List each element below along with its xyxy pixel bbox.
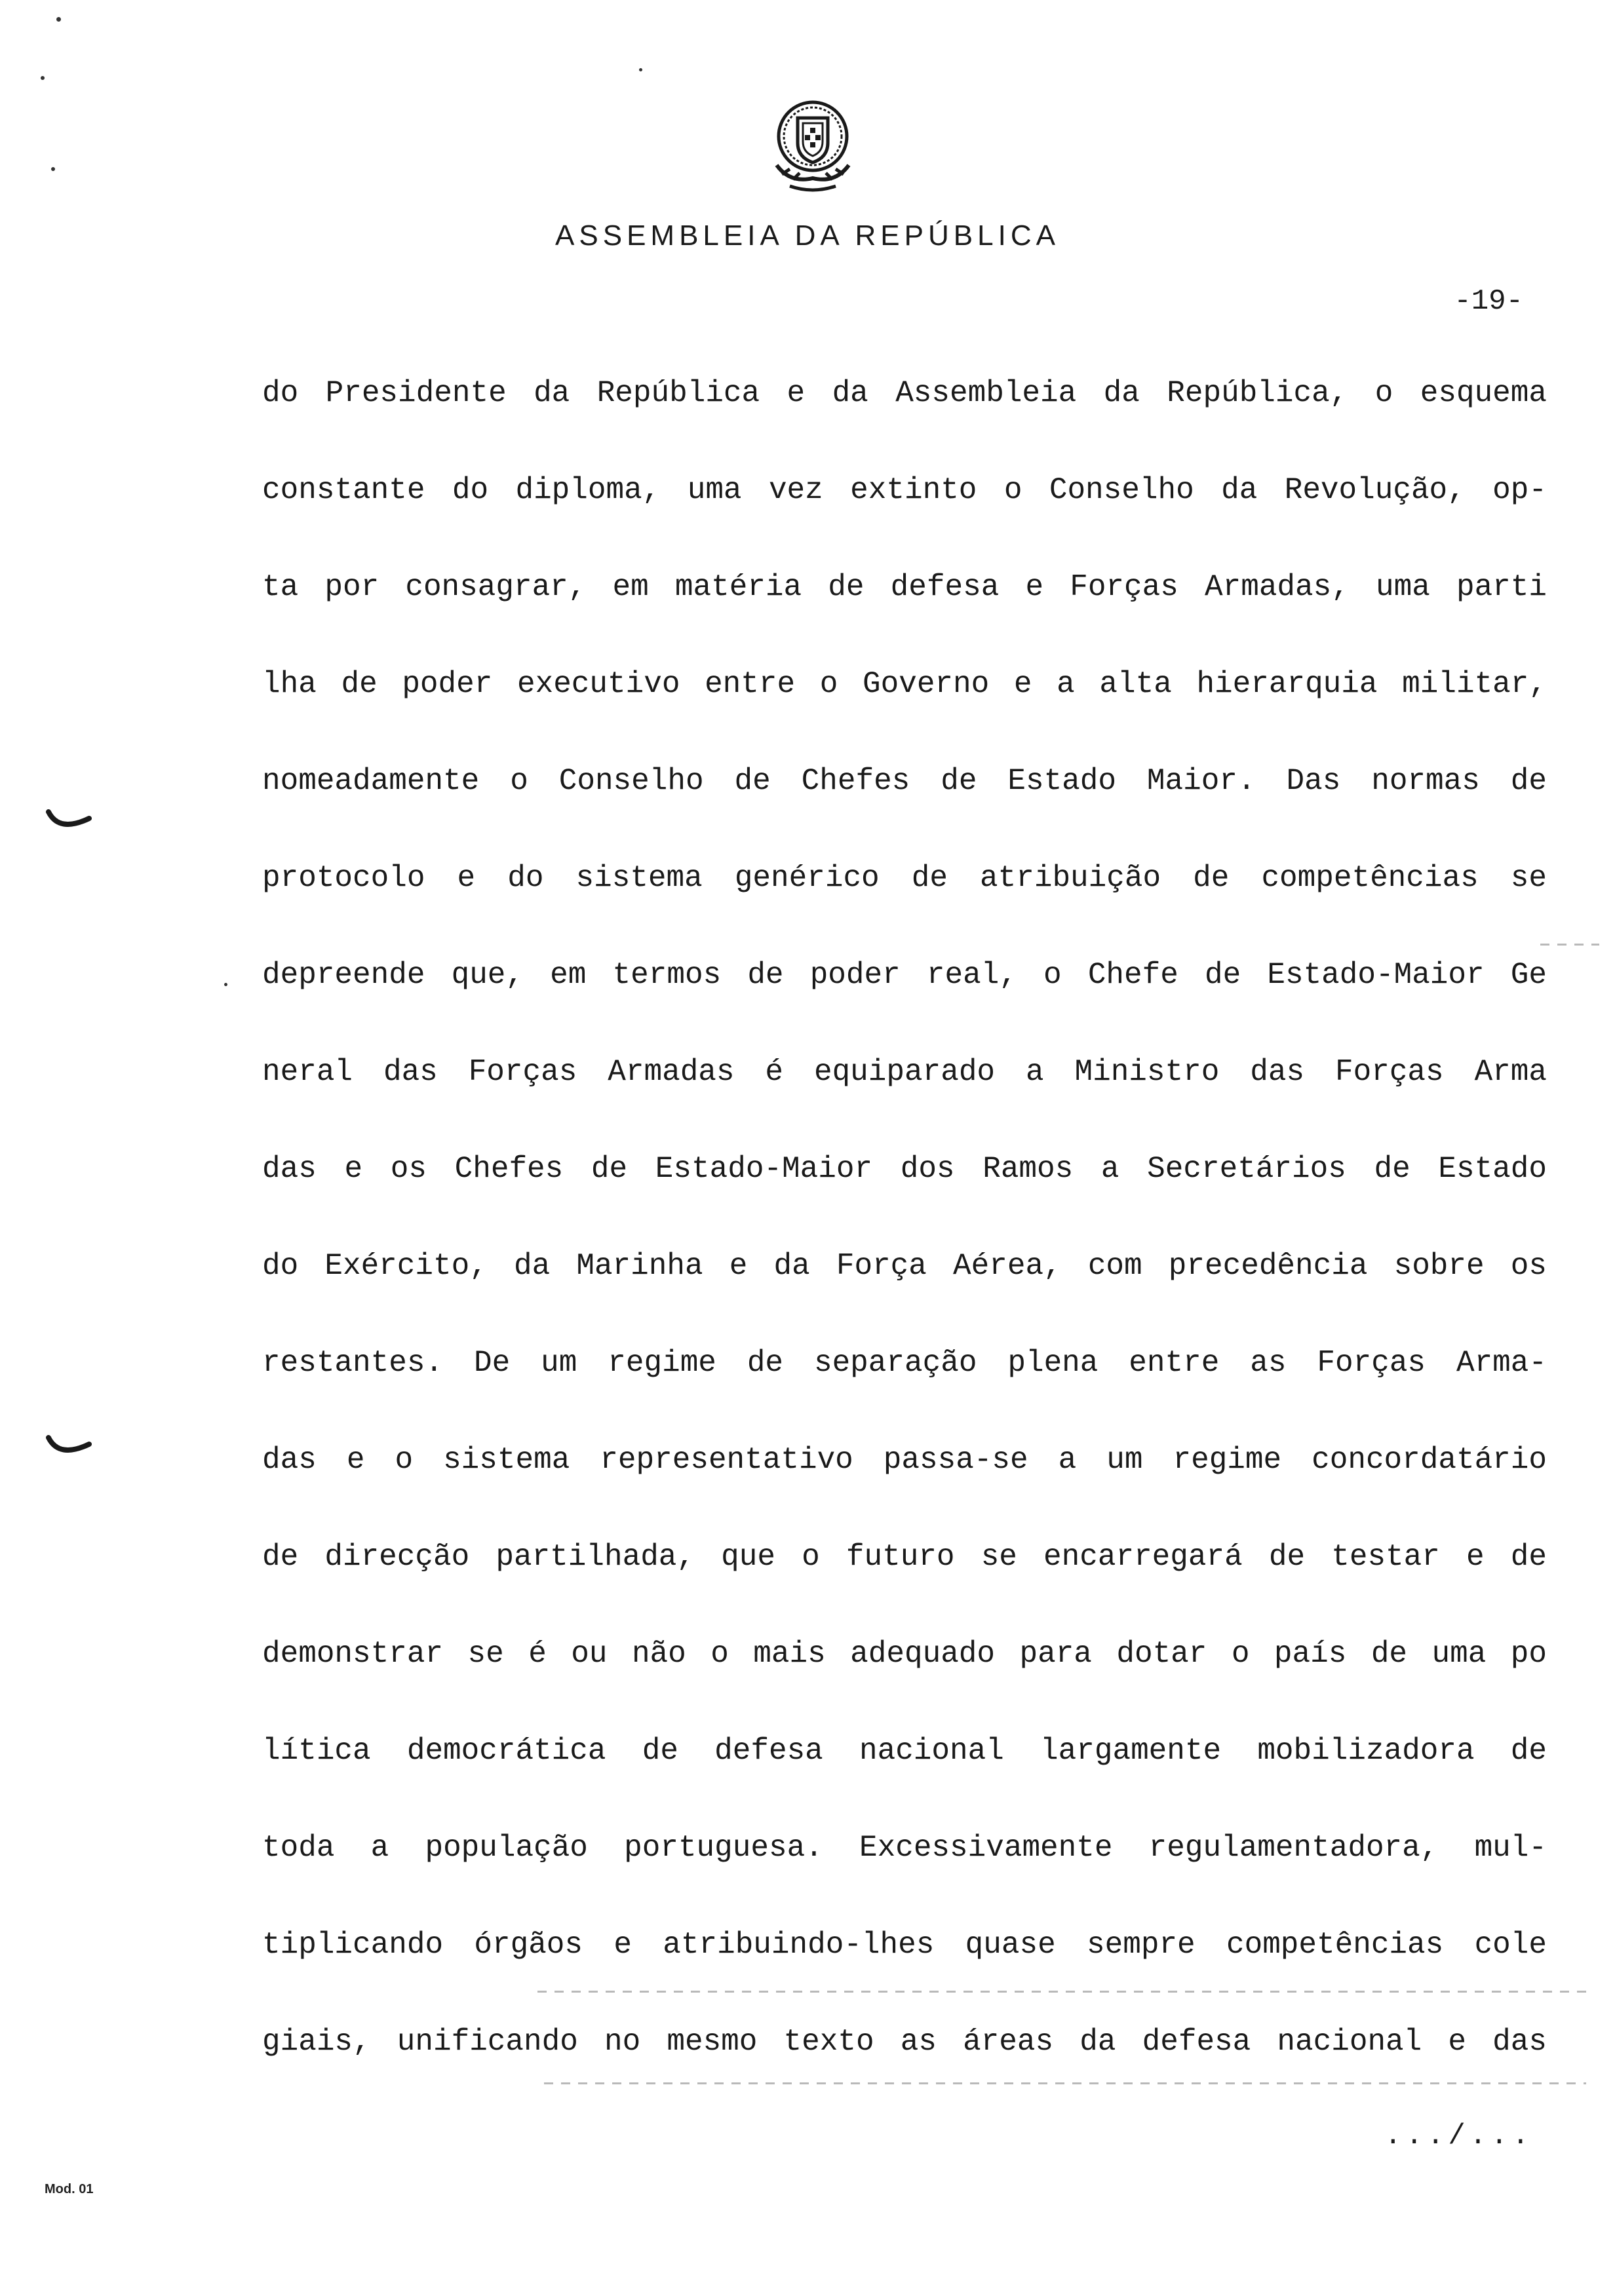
text-line: protocolo e do sistema genérico de atribuição de competências se — [262, 861, 1547, 895]
scan-speck — [224, 983, 227, 986]
text-line: ta por consagrar, em matéria de defesa e Forças Armadas, uma parti — [262, 570, 1547, 604]
text-line: constante do diploma, uma vez extinto o Conselho da Revolução, op- — [262, 473, 1547, 507]
text-line: lha de poder executivo entre o Governo e a alta hierarquia militar, — [262, 667, 1547, 701]
coat-of-arms-icon — [764, 92, 862, 197]
binding-hole-mark-icon — [46, 1435, 92, 1461]
text-line: neral das Forças Armadas é equiparado a Ministro das Forças Arma — [262, 1055, 1547, 1089]
scan-artifact-line — [544, 2082, 1586, 2084]
text-line: depreende que, em termos de poder real, o Chefe de Estado-Maior Ge — [262, 958, 1547, 992]
scan-artifact-line — [537, 1991, 1593, 1993]
text-line: restantes. De um regime de separação plena entre as Forças Arma- — [262, 1346, 1547, 1380]
text-line: do Presidente da República e da Assembleia da República, o esquema — [262, 376, 1547, 410]
text-line: toda a população portuguesa. Excessivamente regulamentadora, mul- — [262, 1831, 1547, 1865]
text-line: lítica democrática de defesa nacional largamente mobilizadora de — [262, 1734, 1547, 1768]
institution-title: ASSEMBLEIA DA REPÚBLICA — [555, 220, 1060, 252]
page-number: -19- — [1454, 285, 1523, 318]
form-model-mark: Mod. 01 — [45, 2182, 94, 2196]
scan-speck — [639, 68, 642, 71]
continuation-mark: .../... — [1384, 2120, 1533, 2152]
scan-artifact-line — [1540, 944, 1599, 946]
scan-speck — [56, 17, 61, 22]
body-paragraph — [262, 370, 1547, 2116]
text-line: demonstrar se é ou não o mais adequado para dotar o país de uma po — [262, 1637, 1547, 1671]
text-line: giais, unificando no mesmo texto as áreas da defesa nacional e das — [262, 2025, 1547, 2059]
text-line: das e os Chefes de Estado-Maior dos Ramos a Secretários de Estado — [262, 1152, 1547, 1186]
binding-hole-mark-icon — [46, 809, 92, 835]
text-line: de direcção partilhada, que o futuro se encarregará de testar e de — [262, 1540, 1547, 1574]
scan-speck — [41, 76, 45, 80]
text-line: nomeadamente o Conselho de Chefes de Estado Maior. Das normas de — [262, 764, 1547, 798]
text-line: tiplicando órgãos e atribuindo-lhes quase sempre competências cole — [262, 1928, 1547, 1962]
text-line: do Exército, da Marinha e da Força Aérea, com precedência sobre os — [262, 1249, 1547, 1283]
text-line: das e o sistema representativo passa-se a um regime concordatário — [262, 1443, 1547, 1477]
scan-speck — [51, 167, 55, 171]
